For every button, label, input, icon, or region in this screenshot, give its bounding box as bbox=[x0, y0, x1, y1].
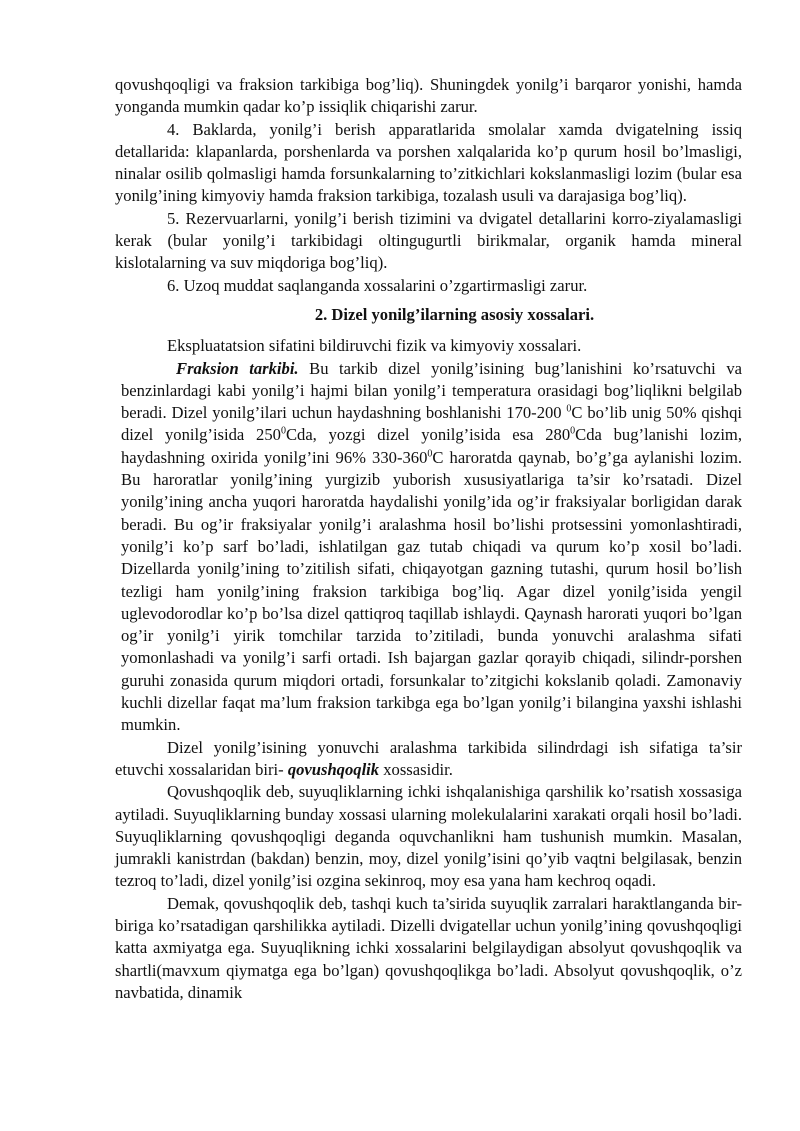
subheading: Ekspluatatsion sifatini bildiruvchi fizik va kimyoviy xossalari. bbox=[167, 336, 582, 356]
term-qovushqoqlik: qovushqoqlik bbox=[287, 759, 380, 779]
text-run: C haroratda qaynab, bo’g’ga aylanishi lozim. Bu haroratlar yonilg’ining yurgizib yuborish xususiyatlariga ta’sir ko’rsatadi. Dizel yonilg’ining ancha yuqori haroratda haydalishi yonilg’ida og’ir fraksiyalar borligidan darak beradi. Bu og’ir fraksiyalar yonilg’i aralashma hosil bo’lishi protsessini yomonlashtiradi, yonilg’i ko’p sarf bo’ladi, ishlatilgan gaz tutab chiqadi va qurum ko’p xosil bo’ladi. Dizellarda yonilg’ining to’zitilish sifati, chiqayotgan gazning tutashi, qurum hosil bo’lish tezligi ham yonilg’ining fraksion tarkibiga bog’liq. Agar dizel yonilg’isida yengil uglevodorodlar ko’p bo’lsa dizel qattiqroq taqillab ishlaydi. Qaynash harorati yuqori bo’lgan og’ir yonilg’i yirik tomchilar tarzida to’zitiladi, bunda yonuvchi aralashma sifati yomonlashadi va yonilg’i sarfi ortadi. Ish bajargan gazlar qorayib chiqadi, silindr-porshen guruhi zonasida qurum miqdori ortadi, forsunkalar to’zitgichi kokslanib qoladi. Zamonaviy kuchli dizellar faqat ma’lum fraksion tarkibga ega bo’lgan yonilg’i bilangina yaxshi ishlashi mumkin. bbox=[121, 447, 742, 735]
superscript-degree: 0 bbox=[427, 448, 433, 460]
superscript-degree: 0 bbox=[570, 425, 576, 437]
text-run: Dizel yonilg’isining yonuvchi aralashma tarkibida silindrdagi ish sifatiga ta’sir etuvchi xossalaridan biri- bbox=[115, 737, 742, 779]
text-run: Cda, yozgi dizel yonilg’isida esa 280 bbox=[285, 425, 571, 445]
section-heading: 2. Dizel yonilg’ilarning asosiy xossalari. bbox=[314, 304, 595, 324]
superscript-degree: 0 bbox=[280, 425, 286, 437]
list-item-6: 6. Uzoq muddat saqlanganda xossalarini o’zgartirmasligi zarur. bbox=[167, 275, 588, 295]
text-run: xossasidir. bbox=[379, 759, 453, 779]
document-page bbox=[115, 74, 742, 1004]
superscript-degree: 0 bbox=[566, 403, 572, 415]
paragraph-intro: qovushqoqligi va fraksion tarkibiga bog’liq). Shuningdek yonilg’i barqaror yonishi, hamda yonganda mumkin qadar ko’p issiqlik chiqarishi zarur. bbox=[115, 75, 742, 117]
paragraph-demak: Demak, qovushqoqlik deb, tashqi kuch ta’sirida suyuqlik zarralari haraktlanganda bir-biriga ko’rsatadigan qarshilikka aytiladi. Dizelli dvigatellar uchun yonilg’ining qovushqoqligi katta axmiyatga ega. Suyuqlikning ichki xossalarini belgilaydigan absolyut qovushqoqlik va shartli(mavxum qiymatga ega bo’lgan) qovushqoqlikga bo’ladi. Absolyut qovushqoqlik, o’z navbatida, dinamik bbox=[115, 893, 742, 1002]
text-run: Cda bug’lanishi lozim, haydashning oxirida yonilg’ini 96% 330-360 bbox=[121, 425, 742, 467]
term-fraksion-tarkibi: Fraksion tarkibi. bbox=[176, 358, 299, 378]
paragraph-fraksion bbox=[121, 358, 742, 737]
paragraph-qovushqoqlik-definition: Qovushqoqlik deb, suyuqliklarning ichki ishqalanishiga qarshilik ko’rsatish xossasiga aytiladi. Suyuqliklarning bunday xossasi ularning molekulalarini xarakati orqali hosil bo’ladi. Suyuqliklarning qovushqoqligi deganda oquvchanlikni ham tushunish mumkin. Masalan, jumrakli kanistrdan (bakdan) benzin, moy, dizel yonilg’isini qo’yib vaqtni belgilasak, benzin tezroq to’ladi, dizel yonilg’isi ozgina sekinroq, moy esa yana ham kechroq oqadi. bbox=[115, 782, 742, 891]
list-item-5: 5. Rezervuarlarni, yonilg’i berish tizimini va dvigatel detallarini korro-ziyalamasligi kerak (bular yonilg’i tarkibidagi oltingugurtli birikmalar, organik hamda mineral kislotalarning va suv miqdoriga bog’liq). bbox=[115, 208, 742, 273]
text-run: Bu tarkib dizel yonilg’isining bug’lanishini ko’rsatuvchi va benzinlardagi kabi yonilg’i hajmi bilan yonilg’i temperatura orasidagi bog’liqlikni belgilab beradi. Dizel yonilg’ilari uchun haydashning boshlanishi 170-200 bbox=[121, 358, 742, 423]
text-run: C bo’lib unig 50% qishqi dizel yonilg’isida 250 bbox=[121, 403, 742, 445]
paragraph-qovushqoqlik-intro bbox=[115, 737, 742, 782]
list-item-4: 4. Baklarda, yonilg’i berish apparatlarida smolalar xamda dvigatelning issiq detallarida: klapanlarda, porshenlarda va porshen xalqalarida ko’p qurum hosil bo’lmasligi, ninalar osilib qolmasligi hamda forsunkalarning to’zitkichlari kokslanmasligi lozim (bular esa yonilg’ining kimyoviy hamda fraksion tarkibiga, tozalash usuli va darajasiga bog’liq). bbox=[115, 119, 742, 206]
